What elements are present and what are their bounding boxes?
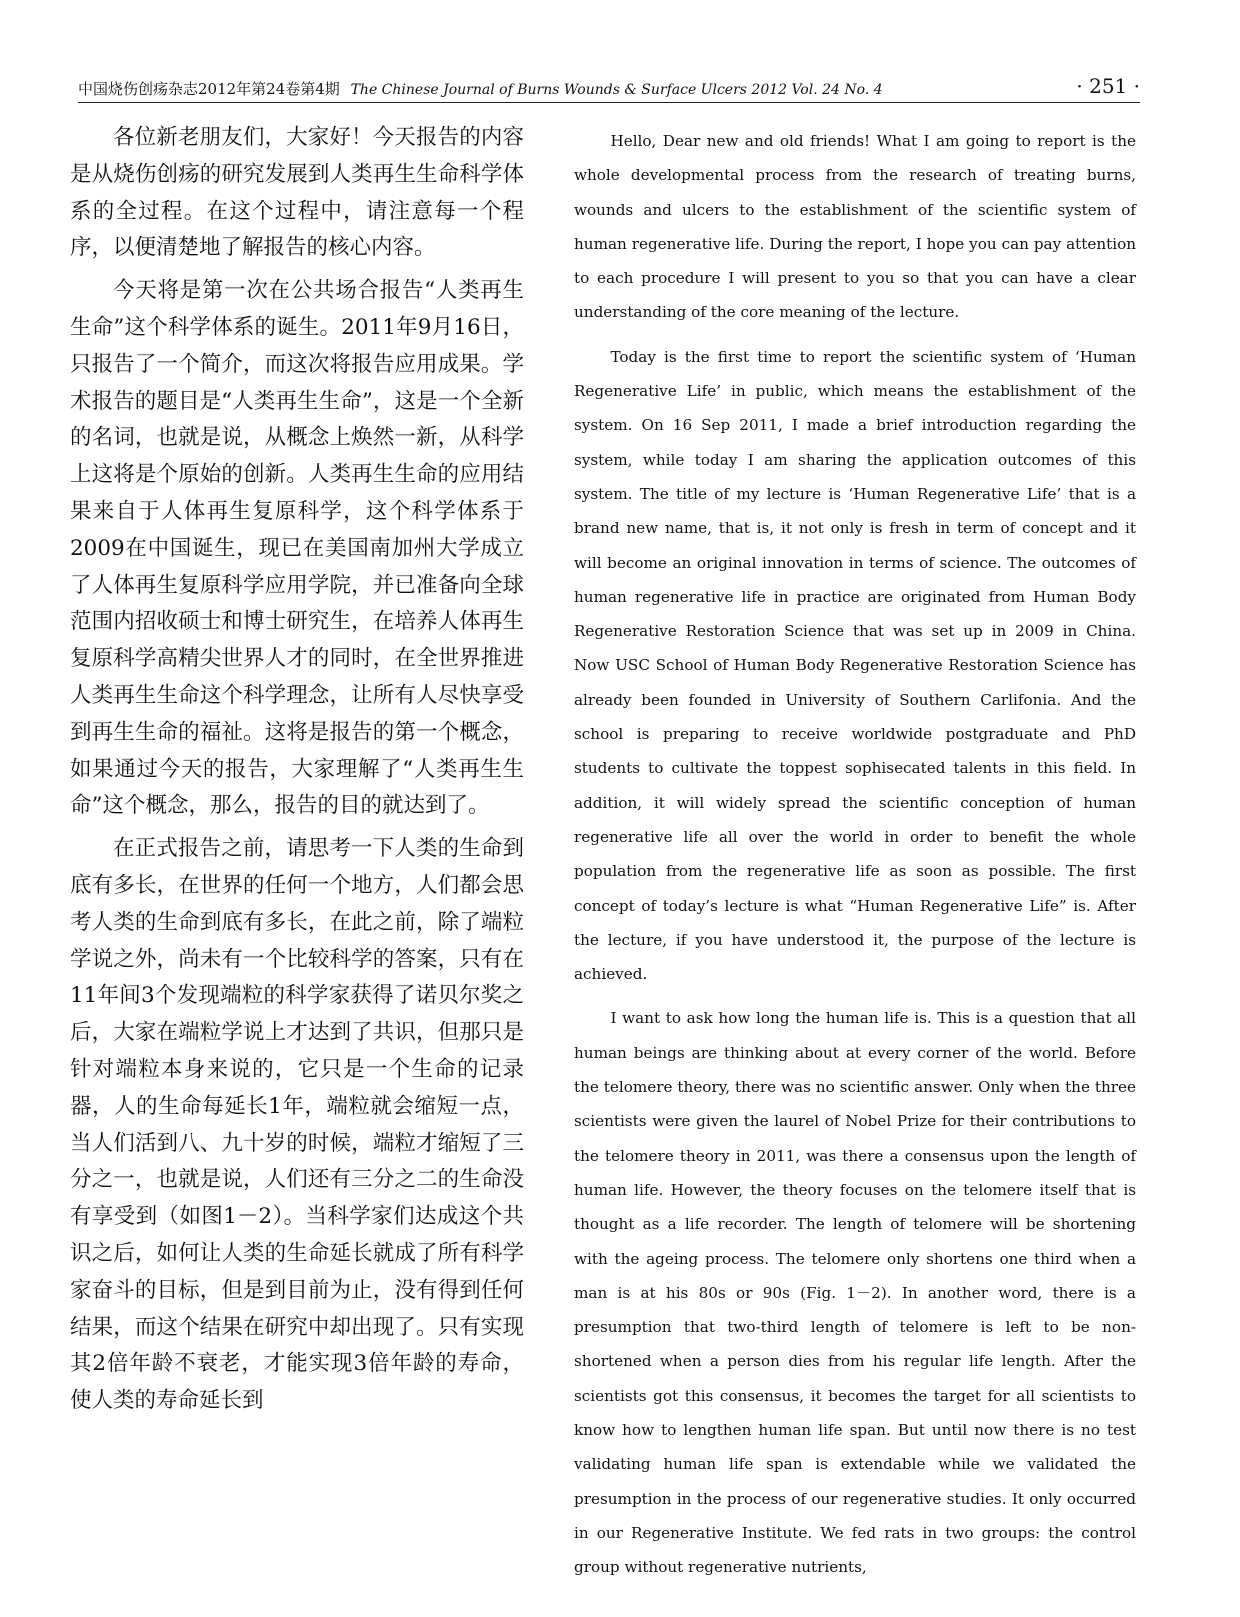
page-number: · 251 · — [1076, 74, 1140, 98]
english-paragraph-1: Hello, Dear new and old friends! What I am going to report is the whole developmental process from the research of treating burns, wounds and ulcers to the establishment of the scientific system of human regenerative life. During the report, I hope you can pay attention to each procedure I will present to you so that you can have a clear understanding of the core meaning of the lecture. — [574, 132, 1136, 322]
chinese-paragraph-3: 在正式报告之前，请思考一下人类的生命到底有多长，在世界的任何一个地方，人们都会思考人类的生命到底有多长，在此之前，除了端粒学说之外，尚未有一个比较科学的答案，只有在11年间3个发现端粒的科学家获得了诺贝尔奖之后，大家在端粒学说上才达到了共识，但那只是针对端粒本身来说的，它只是一个生命的记录器，人的生命每延长1年，端粒就会缩短一点，当人们活到八、九十岁的时候，端粒才缩短了三分之一，也就是说，人们还有三分之二的生命没有享受到（如图1－2）。当科学家们达成这个共识之后，如何让人类的生命延长就成了所有科学家奋斗的目标，但是到目前为止，没有得到任何结果，而这个结果在研究中却出现了。只有实现其2倍年龄不衰老，才能实现3倍年龄的寿命，使人类的寿命延长到 — [70, 836, 524, 1414]
journal-title-english: The Chinese Journal of Burns Wounds & Surface Ulcers 2012 Vol. 24 No. 4 — [350, 82, 883, 98]
chinese-column — [70, 120, 524, 1426]
journal-title-chinese: 中国烧伤创疡杂志2012年第24卷第4期 — [78, 80, 340, 98]
chinese-paragraph-2: 今天将是第一次在公共场合报告“人类再生生命”这个科学体系的诞生。2011年9月16日，只报告了一个简介，而这次将报告应用成果。学术报告的题目是“人类再生生命”，这是一个全新的名词，也就是说，从概念上焕然一新，从科学上这将是个原始的创新。人类再生生命的应用结果来自于人体再生复原科学，这个科学体系于2009在中国诞生，现已在美国南加州大学成立了人体再生复原科学应用学院，并已准备向全球范围内招收硕士和博士研究生，在培养人体再生复原科学高精尖世界人才的同时，在全世界推进人类再生生命这个科学理念，让所有人尽快享受到再生生命的福祉。这将是报告的第一个概念，如果通过今天的报告，大家理解了“人类再生生命”这个概念，那么，报告的目的就达到了。 — [70, 278, 524, 819]
journal-title — [78, 78, 883, 99]
english-column — [574, 124, 1136, 1594]
english-paragraph-3: I want to ask how long the human life is. This is a question that all human beings are thinking about at every corner of the world. Before the telomere theory, there was no scientific answer. Only when the three scientists were given the laurel of Nobel Prize for their contributions to the telomere theory in 2011, was there a consensus upon the length of human life. However, the theory focuses on the telomere itself that is thought as a life recorder. The length of telomere will be shortening with the ageing process. The telomere only shortens one third when a man is at his 80s or 90s (Fig. 1－2). In another word, there is a presumption that two-third length of telomere is left to be non-shortened when a person dies from his regular life length. After the scientists got this consensus, it becomes the target for all scientists to know how to lengthen human life span. But until now there is no test validating human life span is extendable while we validated the presumption in the process of our regenerative studies. It only occurred in our Regenerative Institute. We fed rats in two groups: the control group without regenerative nutrients, — [574, 1009, 1136, 1577]
running-header — [78, 70, 1140, 104]
header-rule — [78, 102, 1140, 103]
chinese-paragraph-1: 各位新老朋友们，大家好！今天报告的内容是从烧伤创疡的研究发展到人类再生生命科学体系的全过程。在这个过程中，请注意每一个程序，以便清楚地了解报告的核心内容。 — [70, 125, 524, 261]
english-paragraph-2: Today is the first time to report the scientific system of ‘Human Regenerative Life’ in public, which means the establishment of the system. On 16 Sep 2011, I made a brief introduction regarding the system, while today I am sharing the application outcomes of this system. The title of my lecture is ‘Human Regenerative Life’ that is a brand new name, that is, it not only is fresh in term of concept and it will become an original innovation in terms of science. The outcomes of human regenerative life in practice are originated from Human Body Regenerative Restoration Science that was set up in 2009 in China. Now USC School of Human Body Regenerative Restoration Science has already been founded in University of Southern Carlifonia. And the school is preparing to receive worldwide postgraduate and PhD students to cultivate the toppest sophisecated talents in this field. In addition, it will widely spread the scientific conception of human regenerative life all over the world in order to benefit the whole population from the regenerative life as soon as possible. The first concept of today’s lecture is what “Human Regenerative Life” is. After the lecture, if you have understood it, the purpose of the lecture is achieved. — [574, 347, 1136, 984]
